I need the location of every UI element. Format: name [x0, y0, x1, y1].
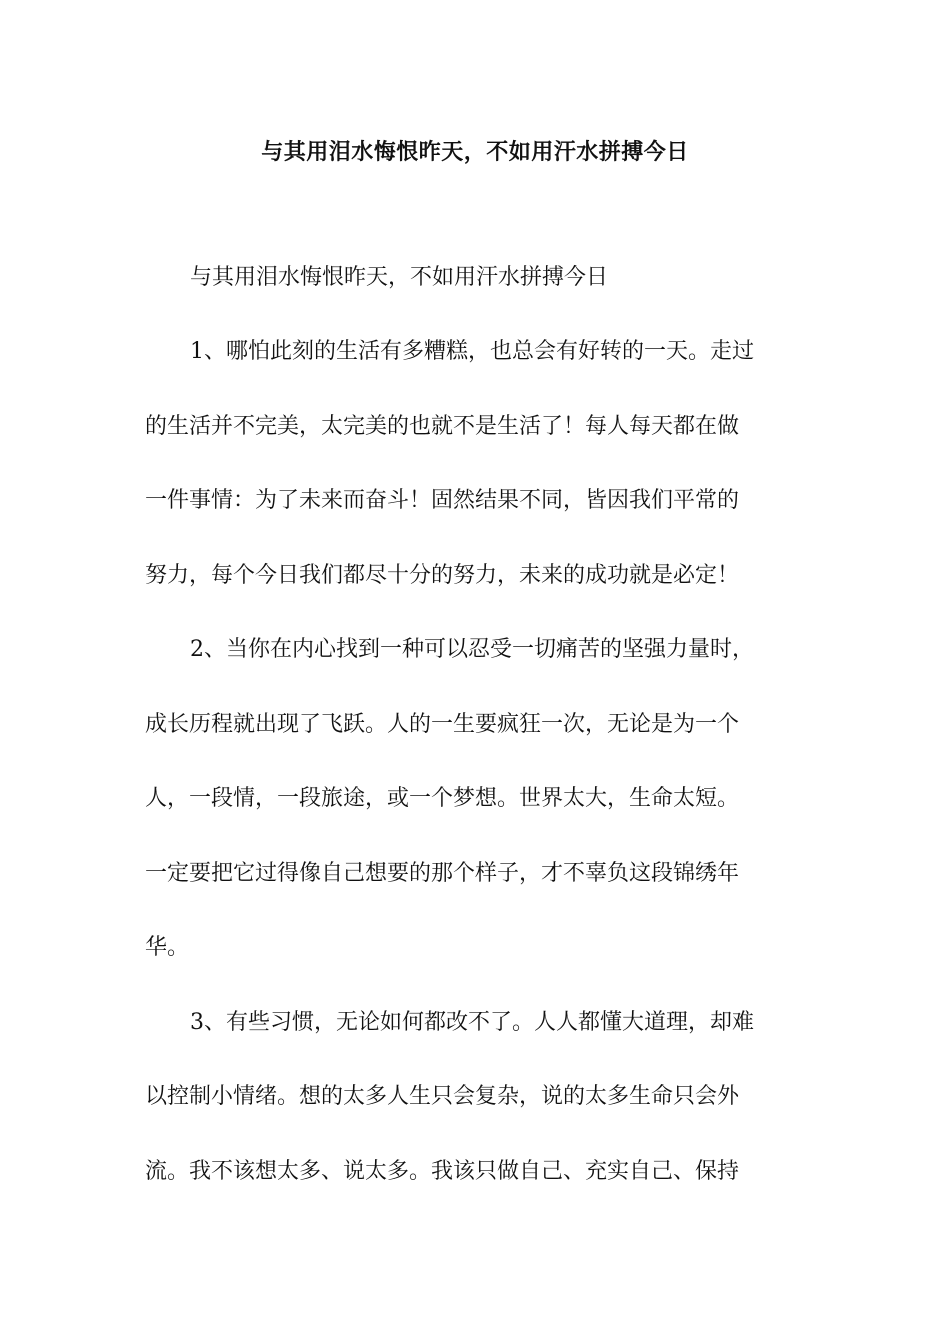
document-subtitle: 与其用泪水悔恨昨天，不如用汗水拼搏今日 [190, 265, 609, 290]
paragraph-2-line-4: 一定要把它过得像自己想要的那个样子，才不辜负这段锦绣年 [145, 861, 740, 886]
paragraph-3-line-1: 3、有些习惯，无论如何都改不了。人人都懂大道理，却难 [190, 1010, 754, 1035]
paragraph-2-line-5: 华。 [145, 935, 190, 960]
paragraph-2-line-3: 人，一段情，一段旅途，或一个梦想。世界太大，生命太短。 [145, 786, 740, 811]
paragraph-1-line-3: 一件事情：为了未来而奋斗！固然结果不同，皆因我们平常的 [145, 488, 740, 513]
paragraph-3-line-2: 以控制小情绪。想的太多人生只会复杂，说的太多生命只会外 [145, 1084, 740, 1109]
paragraph-1-line-4: 努力，每个今日我们都尽十分的努力，未来的成功就是必定！ [145, 563, 740, 588]
paragraph-2-line-1: 2、当你在内心找到一种可以忍受一切痛苦的坚强力量时， [190, 637, 754, 662]
paragraph-2-line-2: 成长历程就出现了飞跃。人的一生要疯狂一次，无论是为一个 [145, 712, 740, 737]
paragraph-1-line-1: 1、哪怕此刻的生活有多糟糕，也总会有好转的一天。走过 [190, 339, 754, 364]
document-title: 与其用泪水悔恨昨天，不如用汗水拼搏今日 [261, 140, 689, 165]
paragraph-1-line-2: 的生活并不完美，太完美的也就不是生活了！每人每天都在做 [145, 414, 740, 439]
paragraph-3-line-3: 流。我不该想太多、说太多。我该只做自己、充实自己、保持 [145, 1159, 740, 1184]
